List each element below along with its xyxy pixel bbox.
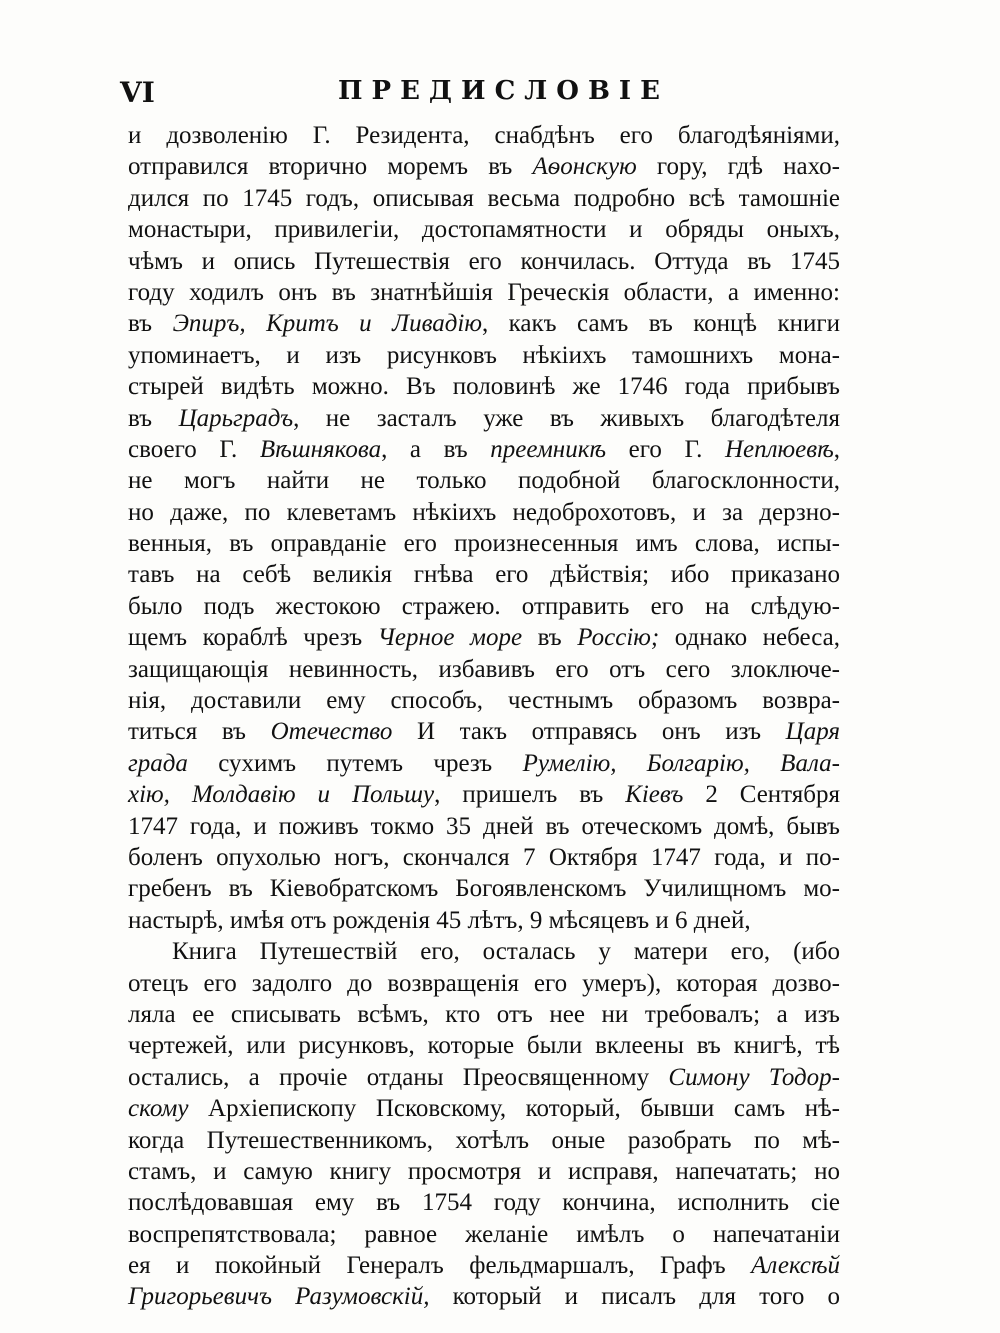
text-run: ляла ее списывать всѣмъ, кто отъ нее ни требовалъ; а изъ <box>128 1000 840 1028</box>
page-header <box>120 76 840 116</box>
text-run: не могъ найти не только подобной благосклонности, <box>128 467 840 495</box>
text-line <box>128 340 840 371</box>
text-run: но даже, по клеветамъ нѣкіихъ недоброхотовъ, и за дерзно- <box>128 498 840 526</box>
text-run: , не засталъ уже въ живыхъ благодѣтеля <box>293 404 840 432</box>
italic-run: Григорьевичъ Разумовскій, <box>128 1283 430 1311</box>
italic-run: Румелію, Болгарію, Вала- <box>522 749 840 777</box>
text-run: гребенъ въ Кіевобратскомъ Богоявленскомъ Училищномъ мо- <box>128 875 840 903</box>
text-line <box>128 1125 840 1156</box>
text-line <box>128 151 840 182</box>
text-line <box>128 559 840 590</box>
text-run: нія, доставили ему способъ, честнымъ образомъ возвра- <box>128 687 840 715</box>
page-number: VI <box>120 76 155 109</box>
text-run: щемъ кораблѣ чрезъ <box>128 624 378 652</box>
text-run: титься въ <box>128 718 271 746</box>
text-run: въ <box>128 310 173 338</box>
text-run: , пришелъ въ <box>434 781 626 809</box>
text-line <box>128 811 840 842</box>
text-line <box>128 528 840 559</box>
text-line <box>128 371 840 402</box>
text-run: отправился вторично моремъ въ <box>128 153 533 181</box>
text-run: настырѣ, имѣя отъ рожденія 45 лѣтъ, 9 мѣсяцевъ и 6 дней, <box>128 906 751 934</box>
italic-run: Россію; <box>577 624 660 652</box>
text-run: , <box>833 435 840 463</box>
text-run: стырей видѣть можно. Въ половинѣ же 1746 года прибывъ <box>128 373 840 401</box>
text-line <box>128 1250 840 1281</box>
text-run: когда Путешественникомъ, хотѣлъ оные разобрать по мѣ- <box>128 1126 840 1154</box>
text-run: упоминаетъ, и изъ рисунковъ нѣкіихъ тамошнихъ мона- <box>128 341 840 369</box>
italic-run: Аѳонскую <box>532 153 637 181</box>
text-line <box>128 1156 840 1187</box>
text-line <box>128 434 840 465</box>
text-line <box>128 842 840 873</box>
text-line <box>128 214 840 245</box>
text-run: въ <box>522 624 578 652</box>
italic-run: скому <box>128 1095 189 1123</box>
italic-run: Вѣшнякова <box>259 435 382 463</box>
text-run: чѣмъ и опись Путешествія его кончилась. Оттуда въ 1745 <box>128 247 840 275</box>
text-run: боленъ опухолью ногъ, скончался 7 Октября 1747 года, и по- <box>128 843 840 871</box>
body-text <box>128 120 840 1313</box>
text-line <box>128 1062 840 1093</box>
text-run: остались, а прочіе отданы Преосвященному <box>128 1063 669 1091</box>
text-line <box>128 1219 840 1250</box>
italic-run: Эпиръ, Критъ и Ливадію <box>172 310 482 338</box>
text-line <box>128 873 840 904</box>
text-run: однако небеса, <box>659 624 840 652</box>
text-run: 1747 года, и поживъ токмо 35 дней въ отеческомъ домѣ, бывъ <box>128 812 840 840</box>
italic-run: Симону Тодор- <box>668 1063 840 1091</box>
text-line <box>128 465 840 496</box>
text-run: защищающія невинность, избавивъ его отъ сего злоключе- <box>128 655 840 683</box>
text-run: отецъ его задолго до возвращенія его умеръ), которая дозво- <box>128 969 840 997</box>
text-line <box>128 120 840 151</box>
italic-run: хію, Молдавію и Польшу <box>128 781 435 809</box>
text-run: , а въ <box>381 435 491 463</box>
text-line <box>128 622 840 653</box>
italic-run: града <box>128 749 188 777</box>
text-line <box>128 591 840 622</box>
text-line <box>128 748 840 779</box>
text-run: Архіепископу Псковскому, который, бывши самъ нѣ- <box>188 1095 840 1123</box>
text-line <box>128 779 840 810</box>
text-run: венныя, въ оправданіе его произнесенныя имъ слова, испы- <box>128 530 840 558</box>
text-run: было подъ жестокою стражею. отправить его на слѣдую- <box>128 592 840 620</box>
text-run: воспрепятствовала; равное желаніе имѣлъ о напечатаніи <box>128 1220 840 1248</box>
text-run: 2 Сентября <box>683 781 840 809</box>
text-run: своего Г. <box>128 435 260 463</box>
text-run: ея и покойный Генералъ фельдмаршалъ, Графъ <box>128 1252 752 1280</box>
text-line <box>128 654 840 685</box>
text-line <box>128 716 840 747</box>
text-run: И такъ отправясь онъ изъ <box>392 718 786 746</box>
text-line <box>128 183 840 214</box>
italic-run: Царьградъ <box>178 404 294 432</box>
text-line <box>128 308 840 339</box>
running-title: ПРЕДИСЛОВІЕ <box>338 76 669 106</box>
text-run: сухимъ путемъ чрезъ <box>187 749 523 777</box>
text-line <box>128 999 840 1030</box>
text-run: году ходилъ онъ въ знатнѣйшія Греческія области, а именно: <box>128 278 840 306</box>
italic-run: Неплюевѣ <box>724 435 834 463</box>
text-run: тавъ на себѣ великія гнѣва его дѣйствія; ибо приказано <box>128 561 840 589</box>
text-line <box>128 685 840 716</box>
text-line <box>128 277 840 308</box>
text-line <box>128 497 840 528</box>
text-run: дился по 1745 годъ, описывая весьма подробно всѣ тамошніе <box>128 184 840 212</box>
text-line <box>128 905 840 936</box>
italic-run: преемникѣ <box>490 435 607 463</box>
text-line <box>128 246 840 277</box>
text-run: его Г. <box>606 435 725 463</box>
italic-run: Отечество <box>270 718 393 746</box>
text-run: , какъ самъ въ концѣ книги <box>481 310 840 338</box>
text-run: стамъ, и самую книгу просмотря и исправя, напечатать; но <box>128 1157 840 1185</box>
text-line <box>128 1093 840 1124</box>
text-line <box>128 1030 840 1061</box>
text-line <box>128 1281 840 1312</box>
text-run: чертежей, или рисунковъ, которые были вклеены въ книгѣ, тѣ <box>128 1032 840 1060</box>
text-run: Книга Путешествій его, осталась у матери его, (ибо <box>172 938 840 966</box>
text-run: монастыри, привилегіи, достопамятности и обряды оныхъ, <box>128 216 840 244</box>
italic-run: Царя <box>785 718 840 746</box>
text-run: и дозволенію Г. Резидента, снабдѣнъ его благодѣяніями, <box>128 122 840 149</box>
italic-run: Кіевъ <box>625 781 684 809</box>
text-line <box>128 1187 840 1218</box>
text-run: гору, гдѣ нахо- <box>636 153 840 181</box>
text-line <box>128 936 840 967</box>
italic-run: Черное море <box>377 624 523 652</box>
text-run: въ <box>128 404 179 432</box>
text-run: послѣдовавшая ему въ 1754 году кончина, исполнить сіе <box>128 1189 840 1217</box>
italic-run: Алексѣй <box>751 1252 840 1280</box>
text-run: который и писалъ для того о <box>429 1283 840 1311</box>
text-line <box>128 403 840 434</box>
text-line <box>128 968 840 999</box>
